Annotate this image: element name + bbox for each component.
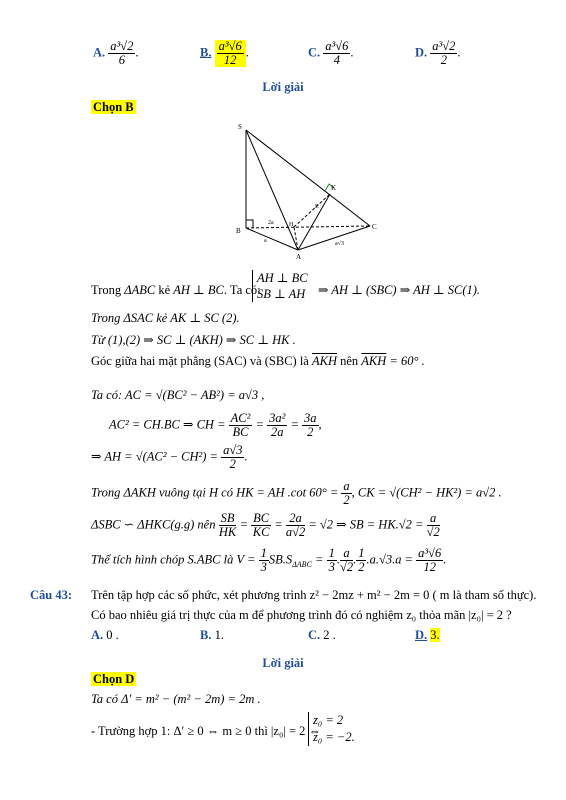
line-6: AC² = CH.BC ⇒ CH = $\frac{\text{AC²}}{BC}$ = $\frac{\text{3a²}}{2a}$ = $\frac{3a}{2}$ , — [109, 411, 322, 439]
line-8: Trong ΔAKH vuông tại H có HK = AH .cot 60° = $\frac{a}{2}$ , CK = √(CH² − HK²) = a√2 . — [91, 479, 502, 507]
chosen-answer-2: Chọn D — [93, 672, 135, 686]
edge-sc — [246, 130, 370, 226]
label-h: H — [289, 222, 294, 228]
solution2-line-1: Ta có Δ′ = m² − (m² − 2m) = 2m . — [91, 692, 261, 706]
line-1-result: ⇒ AH ⊥ (SBC) ⇒ AH ⊥ SC(1). — [318, 283, 481, 297]
option-c: C. $\frac{\text{a³√6}}{4}$ . — [308, 39, 354, 67]
line-5: Ta có: AC = √(BC² − AB²) = a√3 , — [91, 388, 265, 402]
solution-title-2: Lời giải — [262, 656, 304, 670]
line-7: ⇒ AH = √(AC² − CH²) = $\frac{a√3}{2}$ . — [91, 443, 248, 471]
option-letter: C. — [308, 45, 321, 60]
line-9: ΔSBC ∽ ΔHKC(g.g) nên $\frac{SB}{HK}$ = $\frac{BC}{KC}$ = $\frac{2a}{a√2}$ = √2 ⇒ SB = HK.√2 = $\frac{a}{√2}$ — [91, 511, 440, 539]
label-b: B — [236, 227, 241, 235]
option-a: A. $\frac{\text{a³√2}}{6}$ . — [93, 39, 139, 67]
question-text-1: Trên tập hợp các số phức, xét phương trình z² − 2mz + m² − 2m = 0 ( m là tham số thực). — [91, 588, 537, 602]
label-c: C — [372, 223, 377, 231]
option-b: B. $\frac{\text{a³√6}}{12}$ . — [200, 39, 249, 67]
label-2a: 2a — [268, 220, 274, 226]
chosen-answer: Chọn B — [93, 100, 134, 114]
option-letter: B. — [200, 45, 212, 60]
label-a: A — [296, 253, 302, 260]
right-angle-b — [246, 220, 253, 228]
solution2-line-2: - Trường hợp 1: Δ′ ≥ 0 ⇔ m ≥ 0 thì |z₀| = 2 ⇔ — [91, 724, 322, 738]
line-3: Từ (1),(2) ⇒ SC ⊥ (AKH) ⇒ SC ⊥ HK . — [91, 333, 296, 347]
line-4: Góc giữa hai mặt phẳng (SAC) và (SBC) là $\overline{AKH}$ nên $\overline{AKH} = 60^\circ$ . — [91, 354, 425, 368]
label-a-sqrt3: a√3 — [335, 241, 344, 247]
label-e: E — [315, 204, 319, 210]
line-2: Trong ΔSAC kẻ AK ⊥ SC (2). — [91, 311, 240, 325]
option-d: D. $\frac{\text{a³√2}}{2}$ . — [415, 39, 461, 67]
question-text-2: Có bao nhiêu giá trị thực của m để phương trình đó có nghiệm z₀ thỏa mãn |z₀| = 2 ? — [91, 608, 512, 622]
solution-title: Lời giải — [262, 80, 304, 94]
line-10: Thể tích hình chóp S.ABC là V = $\frac{1}{3}$ $SB.S_{\Delta ABC}$ = $\frac{1}{3}$ . $\frac{a}{√2}$ . $\frac{1}{2}$ .a.√3.a = $\frac{\text{a³√6}}{12}$ . — [91, 546, 447, 574]
case-bracket: z₀ = 2 z₀ = −2. — [308, 712, 355, 746]
q43-option-c: C. 2 . — [308, 628, 336, 642]
option-letter: D. — [415, 45, 428, 60]
label-a-len: a — [264, 238, 267, 244]
label-k: K — [331, 184, 337, 192]
option-letter: A. — [93, 45, 106, 60]
q43-option-d: D. 3. — [415, 628, 440, 642]
line-1: Trong ΔABC kẻ AH ⊥ BC. Ta có: — [91, 283, 261, 297]
label-s: S — [238, 123, 242, 131]
pyramid-figure — [230, 118, 390, 260]
edge-ac — [298, 226, 370, 250]
q43-option-a: A. 0 . — [91, 628, 119, 642]
q43-option-b: B. 1. — [200, 628, 224, 642]
system-brace: AH ⊥ BC SB ⊥ AH — [252, 270, 308, 302]
segment-ak — [298, 194, 330, 250]
segment-hk — [294, 194, 330, 227]
edge-bc — [246, 226, 370, 228]
edge-sa — [246, 130, 298, 250]
question-label: Câu 43: — [30, 588, 73, 602]
